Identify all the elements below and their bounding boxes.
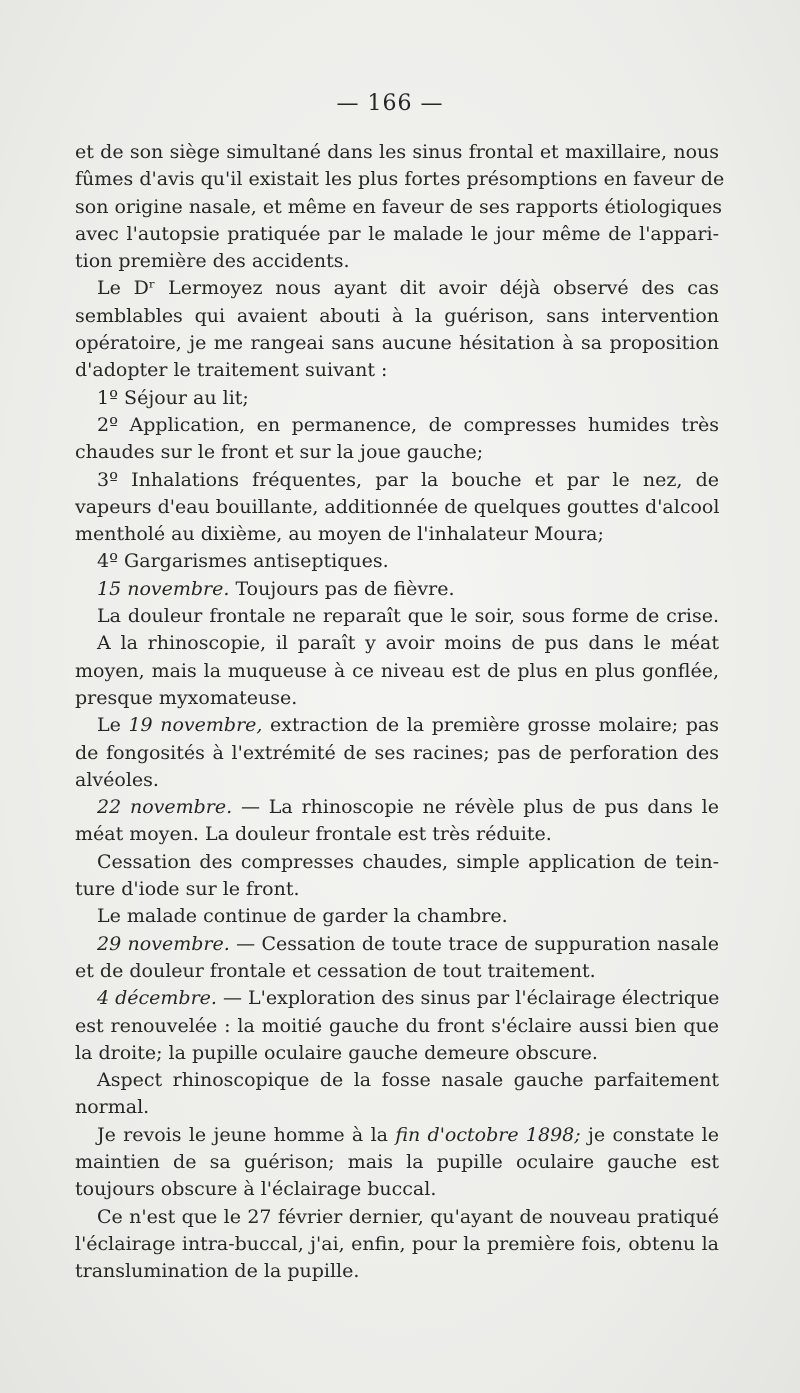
line-text: de fongosités à l'extrémité de ses racines; pas de perforation des [75, 741, 719, 764]
text-line [75, 876, 719, 903]
line-text: maintien de sa guérison; mais la pupille oculaire gauche est [75, 1150, 719, 1173]
line-text: presque myxomateuse. [75, 686, 298, 709]
line-text: et de douleur frontale et cessation de tout traitement. [75, 959, 596, 982]
text-line [75, 548, 719, 575]
line-text: Le malade continue de garder la chambre. [97, 905, 508, 928]
text-line [75, 412, 719, 439]
text-line [75, 603, 719, 630]
text-line [75, 166, 725, 193]
text-line [75, 903, 719, 930]
text-line [75, 275, 719, 302]
line-text: 3º Inhalations fréquentes, par la bouche et par le nez, de [97, 468, 719, 491]
text-line [75, 357, 719, 384]
line-text: la droite; la pupille oculaire gauche demeure obscure. [75, 1041, 598, 1064]
italic-date-text: fin d'octobre 1898; [395, 1123, 581, 1146]
line-text: son origine nasale, et même en faveur de ses rapports étiologiques [75, 195, 723, 218]
text-line [75, 740, 719, 767]
text-line [75, 1231, 719, 1258]
line-text: Toujours pas de fièvre. [229, 577, 455, 600]
line-text: A la rhinoscopie, il paraît y avoir moins de pus dans le méat [97, 632, 719, 655]
line-text: La douleur frontale ne reparaît que le soir, sous forme de crise. [97, 605, 719, 628]
text-line [75, 385, 719, 412]
line-text: — Cessation de toute trace de suppuration nasale [229, 932, 720, 955]
text-line [75, 958, 719, 985]
text-line [75, 685, 719, 712]
line-text: je constate le [580, 1123, 719, 1146]
line-text: semblables qui avaient abouti à la guérison, sans intervention [75, 304, 719, 327]
line-text: mentholé au dixième, au moyen de l'inhalateur Moura; [75, 523, 604, 546]
italic-date-text: 19 novembre, [128, 714, 263, 737]
line-text: moyen, mais la muqueuse à ce niveau est de plus en plus gonflée, [75, 659, 719, 682]
line-text: opératoire, je me rangeai sans aucune hésitation à sa proposition [75, 332, 719, 355]
page-number: — 166 — [336, 91, 444, 116]
text-line [75, 658, 719, 685]
line-text: translumination de la pupille. [75, 1260, 360, 1283]
line-text: normal. [75, 1096, 150, 1119]
text-line [75, 1149, 719, 1176]
text-line [75, 1067, 719, 1094]
text-line [75, 576, 719, 603]
text-line [75, 1094, 719, 1121]
text-line [75, 630, 719, 657]
text-line [75, 303, 719, 330]
text-line [75, 494, 719, 521]
line-text: l'éclairage intra-buccal, j'ai, enfin, pour la première fois, obtenu la [75, 1232, 719, 1255]
line-text: toujours obscure à l'éclairage buccal. [75, 1178, 437, 1201]
line-text: 2º Application, en permanence, de compresses humides très [97, 413, 719, 436]
line-text: avec l'autopsie pratiquée par le malade le jour même de l'appari- [75, 222, 719, 245]
line-text: Je revois le jeune homme à la [97, 1123, 396, 1146]
line-text: vapeurs d'eau bouillante, additionnée de quelques gouttes d'alcool [75, 495, 720, 518]
line-text: chaudes sur le front et sur la joue gauche; [75, 441, 484, 464]
line-text: Cessation des compresses chaudes, simple application de tein- [97, 850, 719, 873]
line-text: fûmes d'avis qu'il existait les plus fortes présomptions en faveur de [75, 168, 725, 191]
line-text: est renouvelée : la moitié gauche du front s'éclaire aussi bien que [75, 1014, 719, 1037]
italic-date-text: 4 décembre. [97, 987, 217, 1010]
text-line [75, 221, 719, 248]
italic-date-text: 22 novembre. [97, 796, 233, 819]
line-text: — L'exploration des sinus par l'éclairage électrique [216, 987, 720, 1010]
line-text: méat moyen. La douleur frontale est très réduite. [75, 823, 552, 846]
text-line [75, 985, 719, 1012]
line-text: alvéoles. [75, 768, 159, 791]
text-line [75, 931, 719, 958]
line-text: et de son siège simultané dans les sinus frontal et maxillaire, nous [75, 141, 719, 163]
line-text: d'adopter le traitement suivant : [75, 359, 388, 382]
line-text: Le [97, 714, 129, 737]
text-line [75, 439, 719, 466]
text-line [75, 194, 723, 221]
text-line [75, 521, 719, 548]
text-line [75, 139, 719, 166]
line-text: Ce n'est que le 27 février dernier, qu'ayant de nouveau pratiqué [97, 1205, 719, 1228]
line-text: tion première des accidents. [75, 250, 350, 273]
line-text: extraction de la première grosse molaire; pas [262, 714, 719, 737]
text-line [75, 849, 719, 876]
text-line [75, 1258, 719, 1285]
text-line [75, 1176, 719, 1203]
line-text: — La rhinoscopie ne révèle plus de pus dans le [232, 796, 720, 819]
text-line [75, 1122, 719, 1149]
text-line [75, 248, 719, 275]
italic-date-text: 15 novembre. [97, 577, 230, 600]
italic-date-text: 29 novembre. [97, 932, 230, 955]
text-line [75, 1204, 719, 1231]
text-line [75, 1040, 719, 1067]
text-line [75, 1013, 719, 1040]
text-line [75, 821, 719, 848]
text-line [75, 467, 719, 494]
text-line [75, 767, 719, 794]
line-text: Aspect rhinoscopique de la fosse nasale gauche parfaitement [97, 1069, 719, 1092]
text-line [75, 712, 719, 739]
text-line [75, 330, 719, 357]
text-line [75, 794, 719, 821]
line-text: 1º Séjour au lit; [97, 386, 249, 409]
line-text: Le Dʳ Lermoyez nous ayant dit avoir déjà observé des cas [97, 277, 719, 300]
line-text: ture d'iode sur le front. [75, 878, 300, 901]
line-text: 4º Gargarismes antiseptiques. [97, 550, 389, 573]
body-text [75, 139, 725, 1285]
